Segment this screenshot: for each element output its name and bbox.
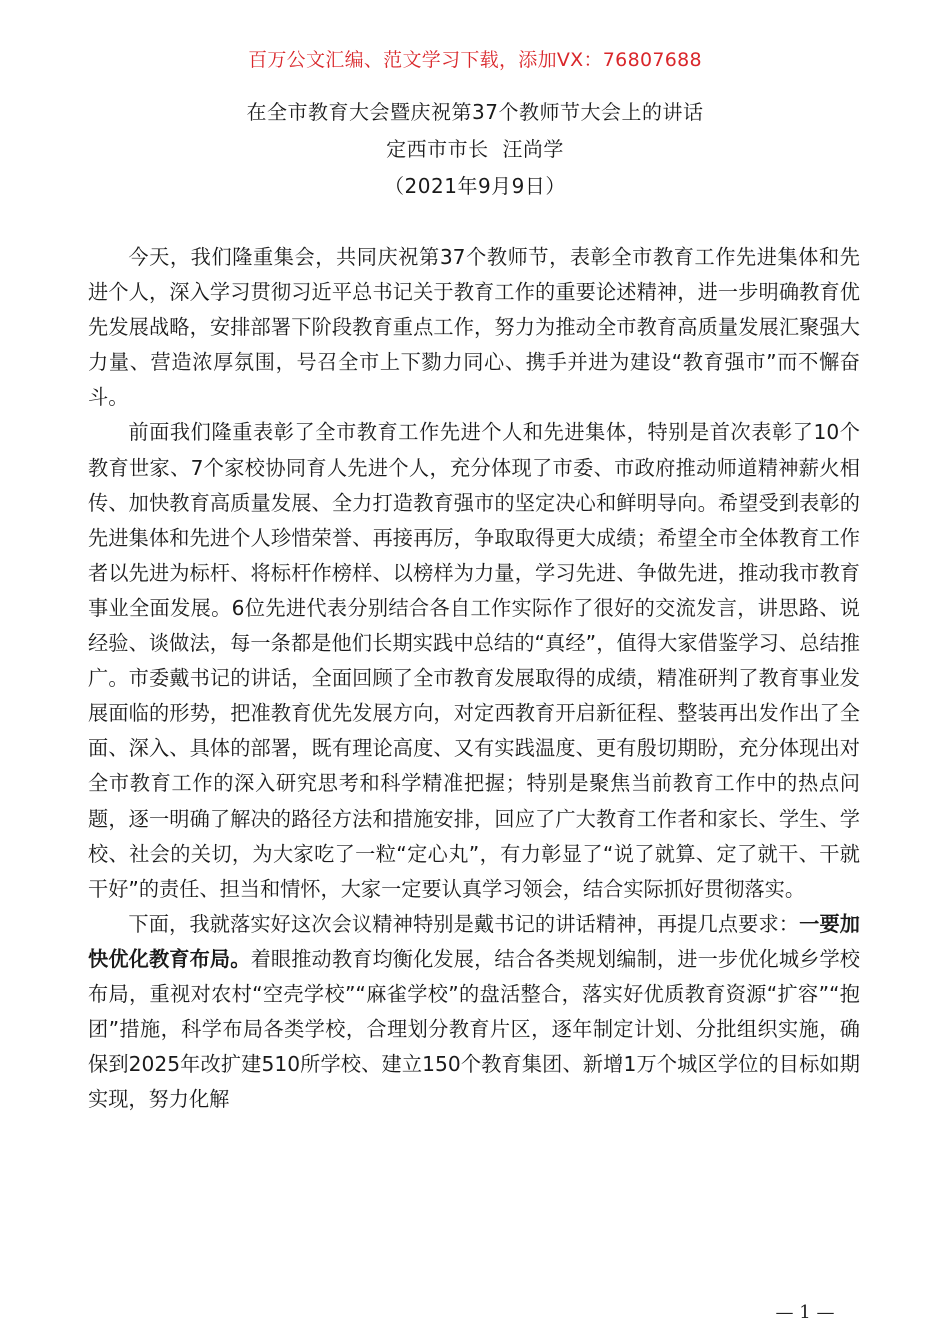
paragraph-3-rest: 着眼推动教育均衡化发展，结合各类规划编制，进一步优化城乡学校布局，重视对农村“空壳学校”“麻雀学校”的盘活整合，落实好优质教育资源“扩容”“抱团”措施，科学布局各类学校，合理划分教育片区，逐年制定计划、分批组织实施，确保到2025年改扩建510所学校、建立150个教育集团、新增1万个城区学位的目标如期实现，努力化解 — [88, 946, 860, 1112]
document-title: 在全市教育大会暨庆祝第37个教师节大会上的讲话 — [246, 100, 704, 124]
header-banner: 百万公文汇编、范文学习下载，添加VX：76807688 — [248, 49, 702, 71]
date-line: （2021年9月9日） — [384, 174, 566, 198]
author-line: 定西市市长 汪尚学 — [386, 137, 564, 161]
paragraph-1: 今天，我们隆重集会，共同庆祝第37个教师节，表彰全市教育工作先进集体和先进个人，深入学习贯彻习近平总书记关于教育工作的重要论述精神，进一步明确教育优先发展战略，安排部署下阶段教育重点工作，努力为推动全市教育高质量发展汇聚强大力量、营造浓厚氛围，号召全市上下勠力同心、携手并进为建设“教育强市”而不懈奋斗。 — [88, 245, 860, 410]
paragraph-2: 前面我们隆重表彰了全市教育工作先进个人和先进集体，特别是首次表彰了10个教育世家、7个家校协同育人先进个人，充分体现了市委、市政府推动师道精神薪火相传、加快教育高质量发展、全力打造教育强市的坚定决心和鲜明导向。希望受到表彰的先进集体和先进个人珍惜荣誉、再接再厉，争取取得更大成绩；希望全市全体教育工作者以先进为标杆、将标杆作榜样、以榜样为力量，学习先进、争做先进，推动我市教育事业全面发展。6位先进代表分别结合各自工作实际作了很好的交流发言，讲思路、说经验、谈做法，每一条都是他们长期实践中总结的“真经”，值得大家借鉴学习、总结推广。市委戴书记的讲话，全面回顾了全市教育发展取得的成绩，精准研判了教育事业发展面临的形势，把准教育优先发展方向，对定西教育开启新征程、整装再出发作出了全面、深入、具体的部署，既有理论高度、又有实践温度、更有殷切期盼，充分体现出对全市教育工作的深入研究思考和科学精准把握；特别是聚焦当前教育工作中的热点问题，逐一明确了解决的路径方法和措施安排，回应了广大教育工作者和家长、学生、学校、社会的关切，为大家吃了一粒“定心丸”，有力彰显了“说了就算、定了就干、干就干好”的责任、担当和情怀，大家一定要认真学习领会，结合实际抓好贯彻落实。 — [88, 420, 860, 901]
paragraph-3-heading: 一要加快优化教育布局。 — [88, 911, 860, 971]
title-block — [0, 94, 950, 205]
page-number: — 1 — — [775, 1302, 835, 1323]
paragraph-3-intro: 下面，我就落实好这次会议精神特别是戴书记的讲话精神，再提几点要求： — [128, 911, 800, 936]
paragraph-3 — [88, 907, 860, 1118]
body-text — [88, 240, 860, 1117]
